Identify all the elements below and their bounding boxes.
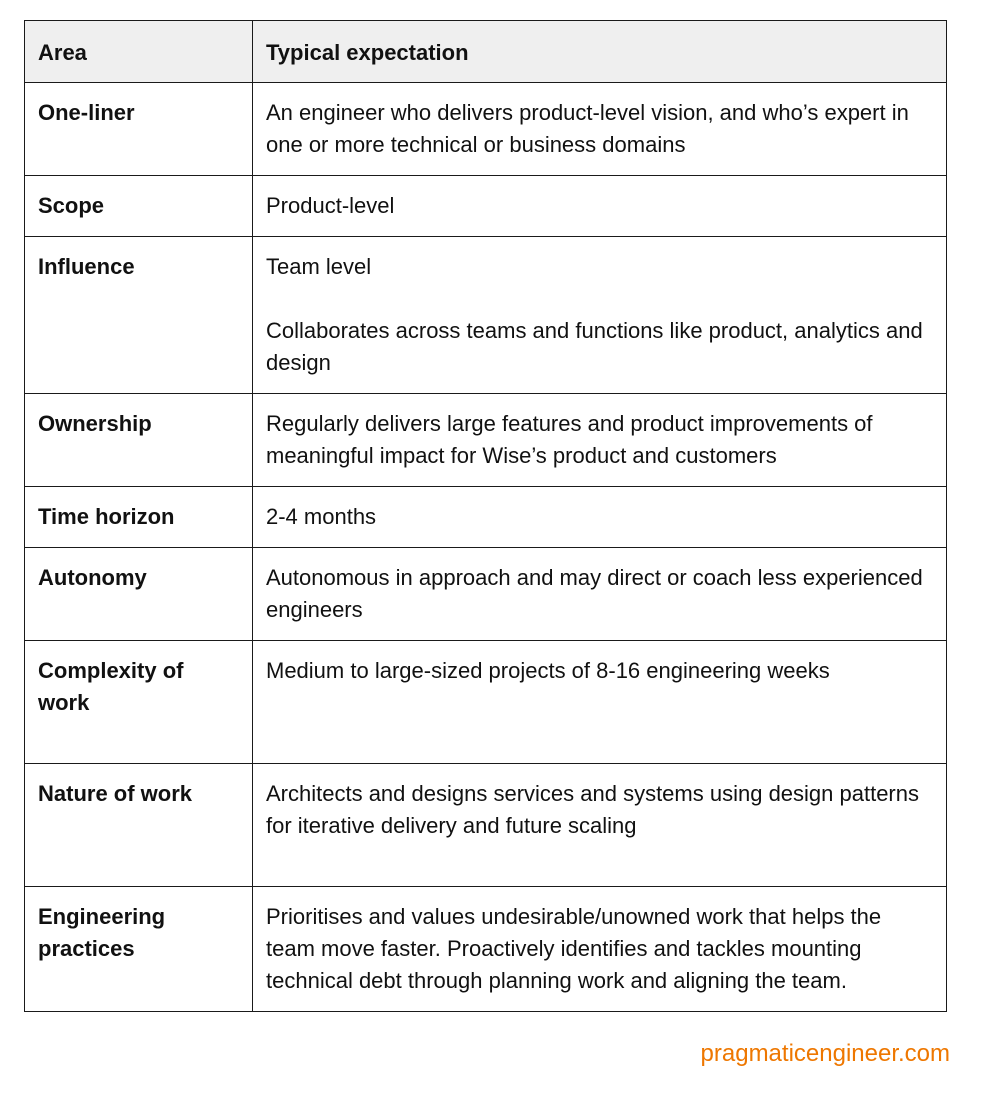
row-area-label: Nature of work (25, 764, 253, 887)
expectation-text: Collaborates across teams and functions like product, analytics and design (266, 318, 923, 375)
row-expectation (253, 487, 947, 548)
expectation-text: Medium to large-sized projects of 8-16 engineering weeks (266, 658, 830, 683)
expectations-table (24, 20, 947, 1012)
row-area-label: One-liner (25, 83, 253, 176)
table-row (25, 394, 947, 487)
table-row (25, 176, 947, 237)
expectation-text: Product-level (266, 193, 395, 218)
source-watermark: pragmaticengineer.com (700, 1040, 950, 1067)
row-expectation (253, 394, 947, 487)
table-row (25, 641, 947, 764)
row-area-label: Engineering practices (25, 887, 253, 1012)
expectation-text: 2-4 months (266, 504, 377, 529)
row-expectation (253, 641, 947, 764)
row-expectation (253, 548, 947, 641)
row-area-label: Complexity of work (25, 641, 253, 764)
row-area-label: Influence (25, 237, 253, 394)
expectation-text: Prioritises and values undesirable/unowned work that helps the team move faster. Proactively identifies and tackles mounting technical debt through planning work and aligning the team. (266, 904, 882, 993)
table-row (25, 764, 947, 887)
row-area-label: Ownership (25, 394, 253, 487)
table-row (25, 487, 947, 548)
table-row (25, 548, 947, 641)
expectation-text: Regularly delivers large features and product improvements of meaningful impact for Wise’s product and customers (266, 411, 873, 468)
row-area-label: Scope (25, 176, 253, 237)
row-expectation (253, 887, 947, 1012)
table-row (25, 83, 947, 176)
table-row (25, 887, 947, 1012)
row-expectation (253, 83, 947, 176)
expectation-text: Autonomous in approach and may direct or coach less experienced engineers (266, 565, 923, 622)
table-row (25, 237, 947, 394)
expectation-text: An engineer who delivers product-level vision, and who’s expert in one or more technical or business domains (266, 100, 909, 157)
row-area-label: Time horizon (25, 487, 253, 548)
expectation-text: Architects and designs services and systems using design patterns for iterative delivery and future scaling (266, 781, 919, 838)
expectation-text: Team level (266, 254, 372, 279)
header-area: Area (25, 21, 253, 83)
row-expectation (253, 237, 947, 394)
header-typical-expectation: Typical expectation (253, 21, 947, 83)
expectations-table-container (24, 20, 946, 1012)
table-header-row (25, 21, 947, 83)
row-area-label: Autonomy (25, 548, 253, 641)
row-expectation (253, 176, 947, 237)
row-expectation (253, 764, 947, 887)
